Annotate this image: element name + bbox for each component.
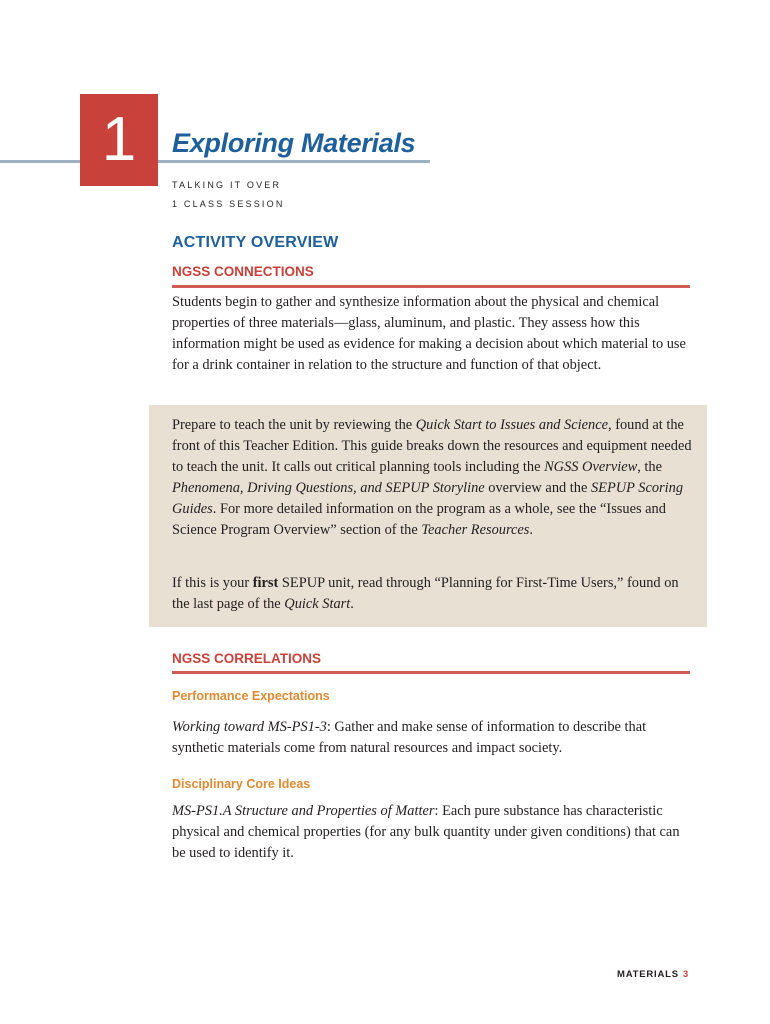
chapter-number: 1 xyxy=(80,94,158,186)
ref-ngss-overview: NGSS Overview xyxy=(544,459,638,475)
ref-quick-start: Quick Start to Issues and Science xyxy=(415,417,608,433)
session-count: 1 CLASS SESSION xyxy=(172,199,285,209)
callout-paragraph-prepare: Prepare to teach the unit by reviewing the Quick Start to Issues and Science, found at the front of this Teacher Edition. This guide breaks down the resources and equipment needed to teach the unit. It calls out critical planning tools including the NGSS Overview, the Phenomena, Driving Questions, and SEPUP Storyline overview and the SEPUP Scoring Guides. For more detailed information on the program as a whole, see the “Issues and Science Program Overview” section of the Teacher Resources. xyxy=(172,417,692,538)
header-rule xyxy=(0,160,430,163)
ngss-connections-text: Students begin to gather and synthesize information about the physical and chemical properties of three materials—glass, aluminum, and plastic. They assess how this information might be used as evidence for making a decision about which material to use for a drink container in relation to the structure and function of that object. xyxy=(172,294,686,373)
disciplinary-core-idea-text: MS-PS1.A Structure and Properties of Matter: Each pure substance has characteristic physical and chemical properties (for any bulk quantity under given conditions) that can be used to identify it. xyxy=(172,803,680,861)
ref-scoring-guides: SEPUP Scoring Guides xyxy=(172,480,684,517)
activity-type: TALKING IT OVER xyxy=(172,180,282,190)
callout-paragraph-first-time: If this is your first SEPUP unit, read through “Planning for First-Time Users,” found on the last page of the Quick Start. xyxy=(172,575,679,612)
section-divider xyxy=(172,285,690,288)
section-divider xyxy=(172,671,690,674)
performance-expectations-heading: Performance Expectations xyxy=(172,689,330,703)
page-title: Exploring Materials xyxy=(172,128,416,158)
footer-label: MATERIALS xyxy=(616,969,679,980)
page-number: 3 xyxy=(682,969,689,980)
ngss-correlations-heading: NGSS CORRELATIONS xyxy=(172,651,322,666)
ref-storyline: Phenomena, Driving Questions, and SEPUP Storyline xyxy=(172,480,485,496)
ref-quick-start-2: Quick Start xyxy=(284,596,351,612)
ref-teacher-resources: Teacher Resources xyxy=(421,522,530,538)
activity-overview-heading: ACTIVITY OVERVIEW xyxy=(172,234,339,251)
disciplinary-core-ideas-heading: Disciplinary Core Ideas xyxy=(172,777,311,791)
page-footer xyxy=(617,969,689,980)
ngss-connections-heading: NGSS CONNECTIONS xyxy=(172,264,314,279)
performance-expectation-text: Working toward MS-PS1-3: Gather and make sense of information to describe that synthetic materials come from natural resources and impact society. xyxy=(172,719,647,756)
